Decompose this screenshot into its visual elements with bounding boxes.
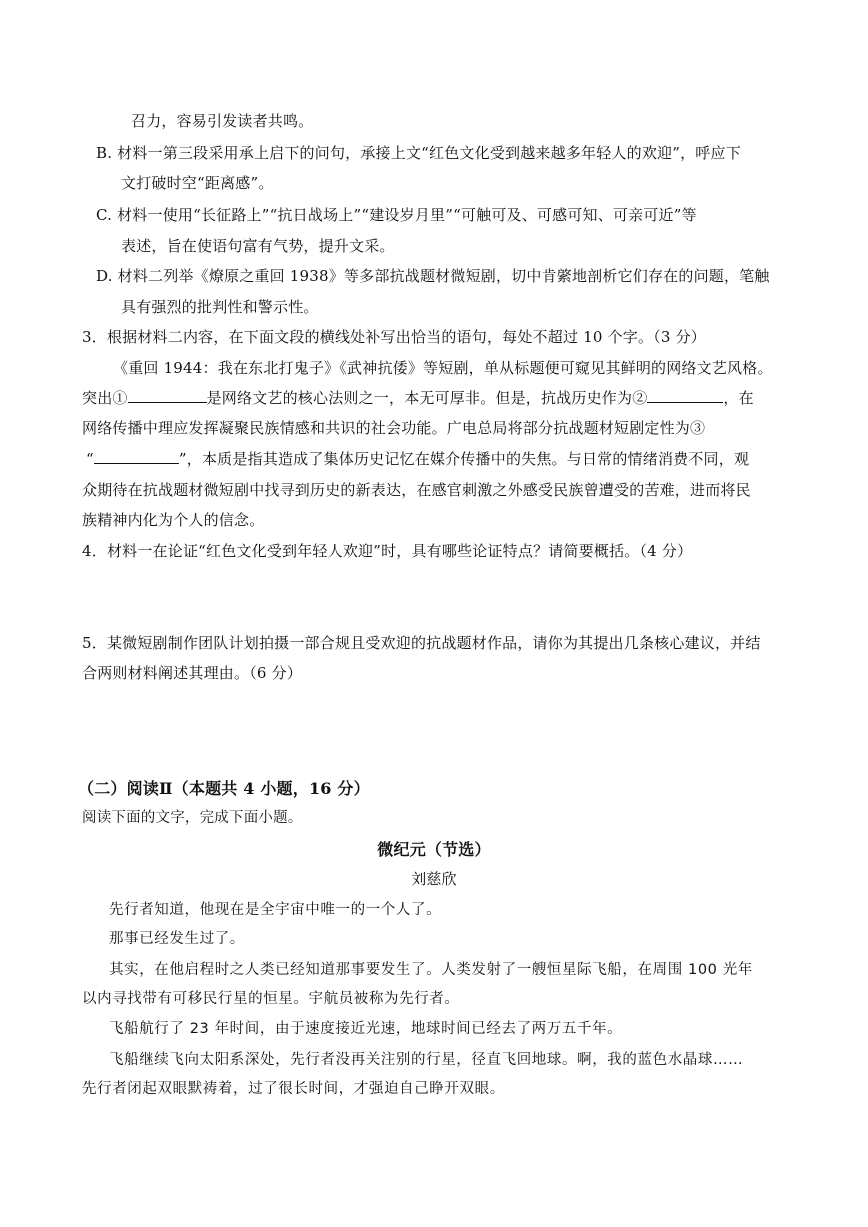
story-paragraph-5-line2: 先行者闭起双眼默祷着，过了很长时间，才强迫自己睁开双眼。 <box>82 1081 505 1097</box>
q3-text-d: ”，本质是指其造成了集体历史记忆在媒介传播中的失焦。与日常的情绪消费不同，观 <box>178 450 750 468</box>
q3-paragraph-line6: 族精神内化为个人的信念。 <box>82 511 265 529</box>
option-c-line1: C. 材料一使用“长征路上”“抗日战场上”“建设岁月里”“可触可及、可感可知、可亲可近”等 <box>96 206 697 224</box>
story-paragraph-3-line2: 以内寻找带有可移民行星的恒星。宇航员被称为先行者。 <box>82 991 460 1007</box>
q3-quote-open: “ <box>86 450 94 468</box>
q3-paragraph-line4 <box>86 449 749 469</box>
option-c-line2: 表述，旨在使语句富有气势，提升文采。 <box>121 237 395 255</box>
option-b-line2: 文打破时空“距离感”。 <box>121 174 274 192</box>
q3-paragraph-line2 <box>82 388 754 408</box>
story-paragraph-5-line1: 飞船继续飞向太阳系深处，先行者没再关注别的行星，径直飞回地球。啊，我的蓝色水晶球…… <box>109 1052 744 1068</box>
option-d-line1: D. 材料二列举《燎原之重回 1938》等多部抗战题材微短剧，切中肯綮地剖析它们存在的问题，笔触 <box>96 267 770 285</box>
question-5-line2: 合两则材料阐述其理由。（6 分） <box>82 664 303 682</box>
q3-text-c: ，在 <box>723 389 754 407</box>
passage-author: 刘慈欣 <box>411 870 457 888</box>
option-b-line1: B. 材料一第三段采用承上启下的问句，承接上文“红色文化受到越来越多年轻人的欢迎”，呼应下 <box>96 144 741 162</box>
story-paragraph-3-line1: 其实，在他启程时之人类已经知道那事要发生了。人类发射了一艘恒星际飞船，在周围 100 光年 <box>109 962 753 978</box>
question-5-line1: 5．某微短剧制作团队计划拍摄一部合规且受欢迎的抗战题材作品，请你为其提出几条核心建议，并结 <box>82 634 761 652</box>
option-d-line2: 具有强烈的批判性和警示性。 <box>121 298 319 316</box>
answer-blank-2[interactable] <box>647 388 723 403</box>
q3-text-b: 是网络文艺的核心法则之一，本无可厚非。但是，抗战历史作为② <box>206 389 648 407</box>
answer-blank-1[interactable] <box>128 388 207 403</box>
passage-title: 微纪元（节选） <box>377 840 491 859</box>
option-a-tail: 召力，容易引发读者共鸣。 <box>131 112 314 130</box>
q3-text-a: 突出① <box>82 389 128 407</box>
question-3-stem: 3．根据材料二内容，在下面文段的横线处补写出恰当的语句，每处不超过 10 个字。（3 分） <box>82 328 706 346</box>
q3-paragraph-line3: 网络传播中理应发挥凝聚民族情感和共识的社会功能。广电总局将部分抗战题材短剧定性为③ <box>82 419 706 437</box>
section-instruction: 阅读下面的文字，完成下面小题。 <box>82 810 303 826</box>
section-heading: （二）阅读Ⅱ（本题共 4 小题，16 分） <box>78 779 370 798</box>
q3-paragraph-line5: 众期待在抗战题材微短剧中找寻到历史的新表达，在感官刺激之外感受民族曾遭受的苦难，进而将民 <box>82 481 751 499</box>
story-paragraph-4: 飞船航行了 23 年时间，由于速度接近光速，地球时间已经去了两万五千年。 <box>109 1021 623 1037</box>
q3-paragraph-line1: 《重回 1944：我在东北打鬼子》《武神抗倭》等短剧，单从标题便可窥见其鲜明的网络文艺风格。 <box>113 359 773 377</box>
question-4-stem: 4．材料一在论证“红色文化受到年轻人欢迎”时，具有哪些论证特点？请简要概括。（4 分） <box>82 542 693 560</box>
story-paragraph-1: 先行者知道，他现在是全宇宙中唯一的一个人了。 <box>109 902 442 918</box>
answer-blank-3[interactable] <box>94 449 179 464</box>
story-paragraph-2: 那事已经发生过了。 <box>109 931 245 947</box>
